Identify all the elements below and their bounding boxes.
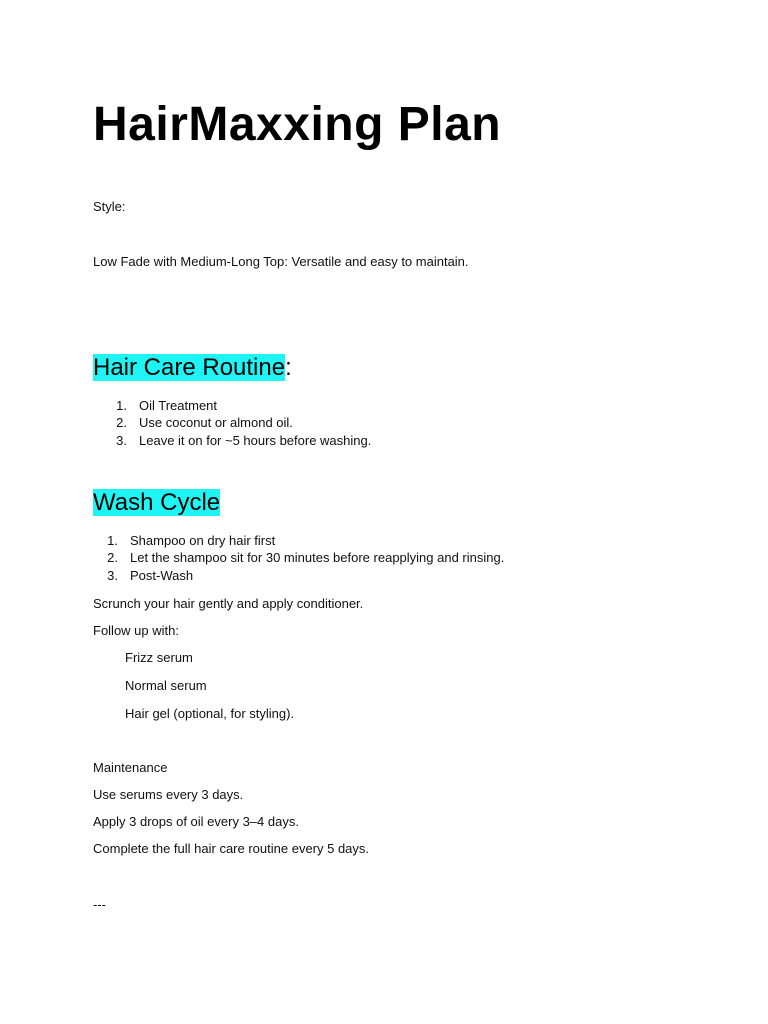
list-item-number: 3. — [116, 433, 127, 448]
hair-care-heading-text: Hair Care Routine — [93, 354, 286, 381]
maintenance-line: Apply 3 drops of oil every 3–4 days. — [93, 814, 299, 829]
list-item — [113, 414, 293, 431]
style-label: Style: — [93, 199, 126, 214]
list-item-text: Use coconut or almond oil. — [139, 415, 293, 430]
list-item-number: 2. — [107, 550, 118, 565]
wash-cycle-heading-text: Wash Cycle — [93, 489, 221, 516]
scrunch-instruction: Scrunch your hair gently and apply conditioner. — [93, 596, 364, 611]
hair-care-heading — [93, 353, 292, 383]
maintenance-line: Complete the full hair care routine every 5 days. — [93, 841, 370, 856]
hair-care-heading-colon: : — [285, 354, 292, 381]
list-item-text: Oil Treatment — [139, 398, 218, 413]
product-item: Hair gel (optional, for styling). — [125, 706, 295, 721]
style-description: Low Fade with Medium-Long Top: Versatile and easy to maintain. — [93, 254, 469, 269]
product-item: Normal serum — [125, 678, 207, 693]
list-item-text: Post-Wash — [130, 568, 194, 583]
list-item — [104, 549, 505, 566]
list-item — [113, 432, 372, 449]
list-item-number: 1. — [116, 398, 127, 413]
list-item-text: Leave it on for ~5 hours before washing. — [139, 433, 372, 448]
follow-up-label: Follow up with: — [93, 623, 179, 638]
list-item-text: Let the shampoo sit for 30 minutes before reapplying and rinsing. — [130, 550, 505, 565]
product-item: Frizz serum — [125, 650, 193, 665]
list-item-number: 1. — [107, 533, 118, 548]
list-item-number: 2. — [116, 415, 127, 430]
document-title: HairMaxxing Plan — [93, 98, 502, 151]
list-item-number: 3. — [107, 568, 118, 583]
list-item — [113, 397, 218, 414]
maintenance-heading: Maintenance — [93, 760, 168, 775]
list-item — [104, 567, 194, 584]
wash-cycle-heading — [93, 488, 220, 518]
list-item-text: Shampoo on dry hair first — [130, 533, 276, 548]
separator: --- — [93, 897, 106, 912]
maintenance-line: Use serums every 3 days. — [93, 787, 244, 802]
list-item — [104, 532, 276, 549]
